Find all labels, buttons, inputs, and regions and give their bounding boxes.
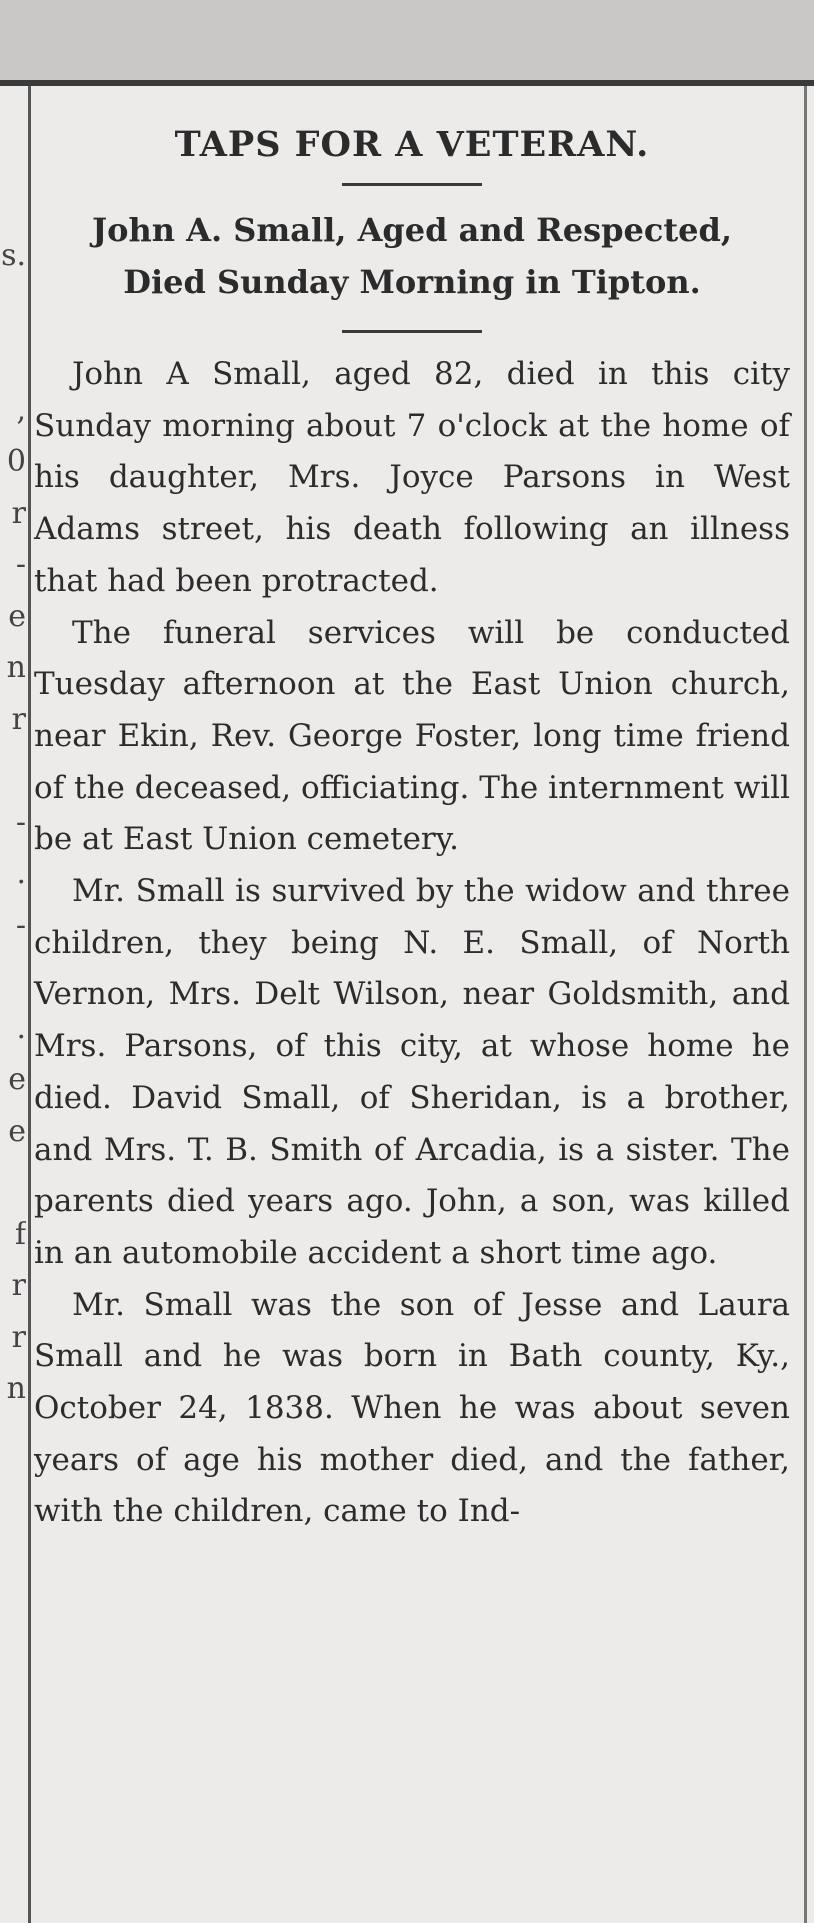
left-column-fragment: [0, 333, 26, 385]
column-divider-left: [28, 86, 31, 1923]
left-column-fragment: r: [11, 1268, 26, 1303]
left-column-fragment: [0, 1621, 26, 1673]
article-body: [34, 349, 790, 1538]
left-column-fragment: n: [6, 1371, 26, 1406]
subheadline-rule: [342, 330, 482, 333]
left-column-fragment: [0, 1569, 26, 1621]
left-column-fragment: r: [11, 701, 26, 737]
subheadline-line-2: Died Sunday Morning in Tipton.: [123, 263, 701, 301]
left-column-fragment: -: [15, 907, 26, 943]
left-column-fragment: [0, 1672, 26, 1724]
left-column-fragment: [0, 1724, 26, 1776]
left-column-fragment: .: [16, 856, 26, 891]
left-column-fragment: e: [8, 598, 26, 634]
left-column-fragment: r: [11, 1319, 26, 1355]
left-column-fragment: [0, 1466, 26, 1518]
left-column-fragment: r: [11, 495, 26, 531]
left-column-fragment: [0, 1157, 26, 1209]
left-column-fragment: [0, 282, 26, 334]
newsprint-top-band: [0, 0, 814, 80]
headline: TAPS FOR A VETERAN.: [174, 124, 650, 165]
left-column-fragment: e: [8, 1062, 26, 1097]
left-column-fragment: .: [16, 1010, 26, 1046]
headline-rule: [342, 183, 482, 186]
left-column-fragment: 0: [6, 444, 26, 479]
left-column-fragment: [0, 1518, 26, 1570]
subheadline: [34, 204, 790, 308]
paragraph-funeral-services: The funeral services will be conducted Tuesday afternoon at the East Union church, near Ekin, Rev. George Foster, long time friend of the deceased, officiating. The internment will be at East Union cemetery.: [34, 614, 790, 858]
left-column-fragment: s.: [1, 238, 26, 273]
obituary-article: [34, 86, 790, 1538]
left-column-fragment: [0, 745, 26, 797]
left-column-fragment: f: [14, 1216, 26, 1252]
subheadline-line-1: John A. Small, Aged and Respected,: [92, 211, 732, 249]
left-column-fragment: ,: [16, 392, 26, 428]
adjacent-column-fragments: [0, 230, 26, 1775]
left-column-fragment: e: [8, 1113, 26, 1149]
left-column-fragment: [0, 1415, 26, 1467]
paragraph-death-notice: John A Small, aged 82, died in this city Sunday morning about 7 o'clock at the home of his daughter, Mrs. Joyce Parsons in West Adams street, his death following an illness that had been protracted.: [34, 356, 790, 599]
left-column-fragment: -: [15, 547, 26, 582]
paragraph-biography: Mr. Small was the son of Jesse and Laura Small and he was born in Bath county, Ky., October 24, 1838. When he was about seven years of age his mother died, and the father, with the children, came to Ind-: [34, 1286, 790, 1530]
column-divider-right: [804, 86, 807, 1923]
paragraph-survivors: Mr. Small is survived by the widow and three children, they being N. E. Small, of North Vernon, Mrs. Delt Wilson, near Goldsmith, and Mrs. Parsons, of this city, at whose home he died. David Small, of Sheridan, is a brother, and Mrs. T. B. Smith of Arcadia, is a sister. The parents died years ago. John, a son, was killed in an automobile accident a short time ago.: [34, 873, 790, 1271]
left-column-fragment: n: [6, 650, 26, 685]
left-column-fragment: -: [15, 804, 26, 840]
left-column-fragment: [0, 951, 26, 1003]
